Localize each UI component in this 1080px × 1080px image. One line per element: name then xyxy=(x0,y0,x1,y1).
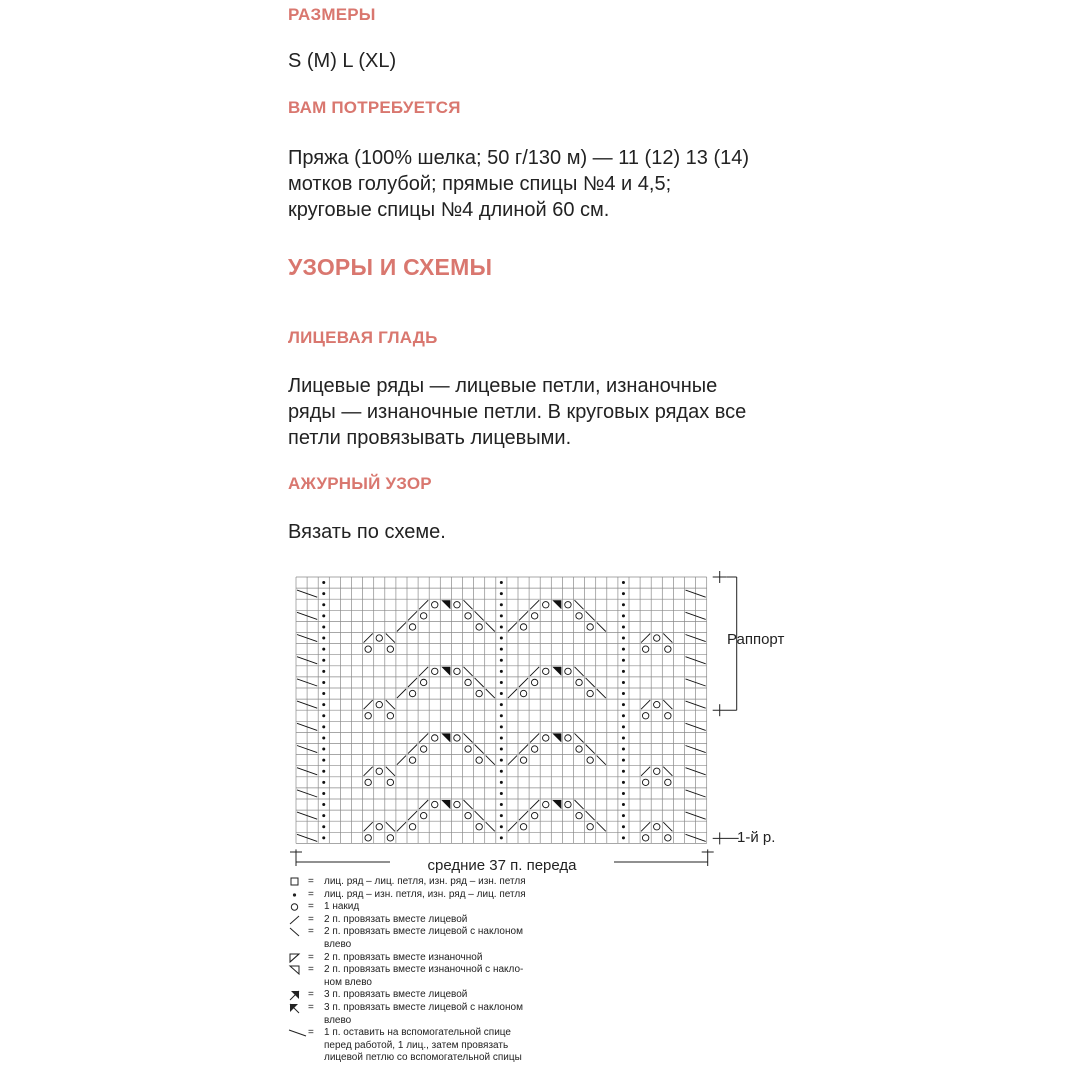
chart-yo xyxy=(476,624,482,630)
chart-k2tog xyxy=(519,678,528,687)
chart-k2tog xyxy=(530,667,539,676)
chart-dot xyxy=(500,681,503,684)
chart-yo xyxy=(476,757,482,763)
legend-text: 2 п. провязать вместе лицевой xyxy=(324,913,468,925)
chart-dot xyxy=(622,581,625,584)
chart-yo xyxy=(576,812,582,818)
triangle-right-icon xyxy=(288,952,308,964)
chart-dot xyxy=(500,670,503,673)
legend-text: 1 накид xyxy=(324,901,360,913)
chart-ssk xyxy=(486,822,495,831)
chart-ssk xyxy=(386,767,395,776)
chart-yo xyxy=(376,824,382,830)
chart-dot xyxy=(322,770,325,773)
chart-k3tog xyxy=(441,800,450,809)
chart-ssk xyxy=(464,800,473,809)
chart-k2tog xyxy=(397,689,406,698)
chart-dot xyxy=(622,659,625,662)
chart-ssk xyxy=(597,756,606,765)
chart-yo xyxy=(409,624,415,630)
chart-dot xyxy=(322,637,325,640)
chart-dot xyxy=(322,759,325,762)
legend-text: лиц. ряд – лиц. петля, изн. ряд – изн. петля xyxy=(324,876,526,887)
chart-dot xyxy=(322,781,325,784)
chart-yo xyxy=(376,701,382,707)
chart-dot xyxy=(500,770,503,773)
chart-yo xyxy=(531,679,537,685)
chart-yo xyxy=(387,779,393,785)
chart-yo xyxy=(465,812,471,818)
chart-k2tog xyxy=(419,800,428,809)
chart-k2tog xyxy=(408,611,417,620)
chart-yo xyxy=(665,835,671,841)
sizes-text: S (M) L (XL) xyxy=(288,50,397,72)
chart-k3tog xyxy=(552,667,561,676)
chart-dot xyxy=(322,614,325,617)
chart-k2tog xyxy=(364,634,373,643)
legend-eq: = xyxy=(308,926,314,938)
chart-yo xyxy=(642,713,648,719)
chart-yo xyxy=(365,779,371,785)
chart-yo xyxy=(409,757,415,763)
chart-dot xyxy=(500,603,503,606)
chart-yo xyxy=(565,668,571,674)
chart-k2tog xyxy=(519,811,528,820)
chart-yo xyxy=(432,668,438,674)
chart-yo xyxy=(587,624,593,630)
chart-ssk xyxy=(597,689,606,698)
chart-yo xyxy=(520,757,526,763)
legend-eq: = xyxy=(308,1001,314,1013)
chart-dot xyxy=(500,648,503,651)
chart-dot xyxy=(622,681,625,684)
chart-dot xyxy=(622,759,625,762)
chart-yo xyxy=(365,713,371,719)
chart-yo xyxy=(454,668,460,674)
chart-dot xyxy=(622,814,625,817)
chart-dot xyxy=(322,714,325,717)
chart-k3tog xyxy=(441,733,450,742)
materials-line: круговые спицы №4 длиной 60 см. xyxy=(288,199,610,221)
legend-eq: = xyxy=(308,913,314,925)
chart-ssk xyxy=(586,611,595,620)
chart-dot xyxy=(622,770,625,773)
chart-yo xyxy=(665,779,671,785)
chart-dot xyxy=(322,825,325,828)
chart-dot xyxy=(500,759,503,762)
chart-dot xyxy=(500,692,503,695)
chart-k2tog xyxy=(508,822,517,831)
chart-yo xyxy=(465,679,471,685)
legend-text: 1 п. оставить на вспомогательной спице перед работой, 1 лиц., затем провязать лицевой петлю со вспомогательной спицы xyxy=(324,1027,522,1064)
chart-ssk xyxy=(475,811,484,820)
triangle-left-icon xyxy=(288,964,308,976)
chart-ssk xyxy=(575,600,584,609)
chart-dot xyxy=(322,603,325,606)
chart-yo xyxy=(365,646,371,652)
legend-eq: = xyxy=(308,876,314,887)
square-icon xyxy=(288,876,308,888)
chart-dot xyxy=(622,736,625,739)
chart-k3tog xyxy=(441,667,450,676)
legend-text: 2 п. провязать вместе изнаночной с накло- ном влево xyxy=(324,964,524,988)
chart-dot xyxy=(500,781,503,784)
chart-dot xyxy=(500,703,503,706)
chart-yo xyxy=(654,824,660,830)
chart-yo xyxy=(543,668,549,674)
chart-yo xyxy=(565,602,571,608)
chart-dot xyxy=(322,648,325,651)
chart-yo xyxy=(565,801,571,807)
chart-k2tog xyxy=(508,756,517,765)
chart-dot xyxy=(622,648,625,651)
chart-dot xyxy=(500,748,503,751)
chart-k2tog xyxy=(641,822,650,831)
chart-k2tog xyxy=(364,822,373,831)
chart-yo xyxy=(432,801,438,807)
stockinette-title: ЛИЦЕВАЯ ГЛАДЬ xyxy=(288,328,438,347)
row1-label: 1-й р. xyxy=(737,829,776,846)
legend-eq: = xyxy=(308,1027,314,1039)
chart-yo xyxy=(576,679,582,685)
chart-yo xyxy=(454,602,460,608)
legend-eq: = xyxy=(308,951,314,963)
chart-yo xyxy=(565,735,571,741)
chart-k2tog xyxy=(641,634,650,643)
chart-k2tog xyxy=(408,678,417,687)
chart-ssk xyxy=(575,800,584,809)
legend-item xyxy=(288,926,628,951)
chart-dot xyxy=(322,692,325,695)
chart-k2tog xyxy=(641,767,650,776)
chart-dot xyxy=(622,825,625,828)
chart-yo xyxy=(587,757,593,763)
chart-yo xyxy=(642,779,648,785)
chart-yo xyxy=(531,746,537,752)
materials-line: мотков голубой; прямые спицы №4 и 4,5; xyxy=(288,173,672,195)
chart-ssk xyxy=(663,822,672,831)
chart-ssk xyxy=(386,822,395,831)
chart-yo xyxy=(454,801,460,807)
chart-dot xyxy=(500,592,503,595)
stockinette-line: Лицевые ряды — лицевые петли, изнаночные xyxy=(288,375,718,397)
chart-k2tog xyxy=(408,745,417,754)
chart-yo xyxy=(654,701,660,707)
chart-ssk xyxy=(386,634,395,643)
chart-dot xyxy=(322,792,325,795)
chart-ssk xyxy=(464,667,473,676)
chart-k2tog xyxy=(419,600,428,609)
chart-dot xyxy=(322,625,325,628)
chart-k2tog xyxy=(364,700,373,709)
chart-k2tog xyxy=(408,811,417,820)
chart-yo xyxy=(432,602,438,608)
chart-dot xyxy=(500,637,503,640)
chart-dot xyxy=(322,836,325,839)
chart-ssk xyxy=(663,634,672,643)
chart-yo xyxy=(587,690,593,696)
chart-ssk xyxy=(486,689,495,698)
chart-dot xyxy=(500,659,503,662)
chart-dot xyxy=(622,614,625,617)
chart-dot xyxy=(622,592,625,595)
chart-yo xyxy=(387,835,393,841)
chart-dot xyxy=(622,603,625,606)
chart-yo xyxy=(376,768,382,774)
chart-ssk xyxy=(586,678,595,687)
chart-ssk xyxy=(475,678,484,687)
chart-ssk xyxy=(586,811,595,820)
chart-yo xyxy=(476,824,482,830)
arrow-left-icon xyxy=(288,1002,308,1014)
chart-dot xyxy=(322,592,325,595)
chart-dot xyxy=(500,625,503,628)
chart-dot xyxy=(500,803,503,806)
chart-dot xyxy=(322,581,325,584)
chart-yo xyxy=(387,713,393,719)
chart-ssk xyxy=(475,745,484,754)
materials-title: ВАМ ПОТРЕБУЕТСЯ xyxy=(288,98,461,117)
chart-k3tog xyxy=(441,600,450,609)
chart-yo xyxy=(409,690,415,696)
chart-k2tog xyxy=(397,822,406,831)
chart-yo xyxy=(465,746,471,752)
slash-right-icon xyxy=(288,914,308,926)
legend xyxy=(288,876,628,1065)
legend-item xyxy=(288,876,628,889)
chart-ssk xyxy=(586,745,595,754)
chart-yo xyxy=(531,812,537,818)
chart-ssk xyxy=(464,600,473,609)
chart-yo xyxy=(654,768,660,774)
chart-yo xyxy=(387,646,393,652)
chart-yo xyxy=(665,713,671,719)
chart-yo xyxy=(420,679,426,685)
chart-dot xyxy=(622,714,625,717)
chart-dot xyxy=(622,725,625,728)
legend-item xyxy=(288,901,628,914)
chart-dot xyxy=(500,825,503,828)
chart-k2tog xyxy=(530,800,539,809)
chart-yo xyxy=(531,613,537,619)
chart-yo xyxy=(454,735,460,741)
chart-dot xyxy=(322,736,325,739)
chart-k2tog xyxy=(419,733,428,742)
chart-k2tog xyxy=(508,689,517,698)
chart-k2tog xyxy=(397,756,406,765)
chart-yo xyxy=(465,613,471,619)
chart-ssk xyxy=(597,622,606,631)
chart-ssk xyxy=(575,733,584,742)
arrow-right-icon xyxy=(288,989,308,1001)
chart-dot xyxy=(322,725,325,728)
chart-dot xyxy=(500,725,503,728)
chart-dot xyxy=(622,781,625,784)
legend-eq: = xyxy=(308,989,314,1001)
chart-yo xyxy=(420,812,426,818)
chart-ssk xyxy=(475,611,484,620)
chart-dot xyxy=(500,736,503,739)
chart-dot xyxy=(622,803,625,806)
chart-ssk xyxy=(386,700,395,709)
chart-dot xyxy=(622,625,625,628)
chart-dot xyxy=(622,637,625,640)
patterns-title: УЗОРЫ И СХЕМЫ xyxy=(288,254,493,280)
chart-k3tog xyxy=(552,800,561,809)
repeat-label: Раппорт xyxy=(727,631,785,648)
chart-dot xyxy=(500,581,503,584)
chart-yo xyxy=(365,835,371,841)
chart-yo xyxy=(376,635,382,641)
chart-yo xyxy=(642,835,648,841)
chart-ssk xyxy=(486,756,495,765)
chart-annotations xyxy=(290,571,739,866)
chart-ssk xyxy=(464,733,473,742)
chart-dot xyxy=(622,692,625,695)
chart-ssk xyxy=(486,622,495,631)
chart-yo xyxy=(420,746,426,752)
chart-k3tog xyxy=(552,600,561,609)
chart-dot xyxy=(322,681,325,684)
chart-yo xyxy=(576,613,582,619)
chart-dot xyxy=(622,670,625,673)
width-label: средние 37 п. переда xyxy=(427,857,577,874)
legend-text: лиц. ряд – изн. петля, изн. ряд – лиц. петля xyxy=(324,888,526,900)
chart-k2tog xyxy=(419,667,428,676)
chart-yo xyxy=(420,613,426,619)
lace-title: АЖУРНЫЙ УЗОР xyxy=(288,474,432,493)
chart-dot xyxy=(622,836,625,839)
chart-yo xyxy=(476,690,482,696)
chart-ssk xyxy=(663,700,672,709)
chart-dot xyxy=(500,814,503,817)
chart-k2tog xyxy=(519,745,528,754)
chart-yo xyxy=(520,624,526,630)
chart-k2tog xyxy=(508,622,517,631)
chart-k2tog xyxy=(530,733,539,742)
chart-k2tog xyxy=(530,600,539,609)
legend-text: 3 п. провязать вместе лицевой xyxy=(324,989,468,1001)
materials-line: Пряжа (100% шелка; 50 г/130 м) — 11 (12) 13 (14) xyxy=(288,147,750,169)
chart-symbols xyxy=(297,581,706,841)
chart-dot xyxy=(622,792,625,795)
stockinette-line: петли провязывать лицевыми. xyxy=(288,427,572,449)
chart-ssk xyxy=(663,767,672,776)
chart-dot xyxy=(500,792,503,795)
chart-yo xyxy=(432,735,438,741)
lace-text: Вязать по схеме. xyxy=(288,521,446,543)
legend-item xyxy=(288,989,628,1002)
chart-dot xyxy=(500,836,503,839)
sizes-title: РАЗМЕРЫ xyxy=(288,5,376,24)
chart-dot xyxy=(622,748,625,751)
chart-k3tog xyxy=(552,733,561,742)
legend-text: 3 п. провязать вместе лицевой с наклоном влево xyxy=(324,1001,523,1026)
legend-text: 2 п. провязать вместе изнаночной xyxy=(324,951,483,963)
legend-eq: = xyxy=(308,888,314,900)
chart-dot xyxy=(322,748,325,751)
stockinette-line: ряды — изнаночные петли. В круговых рядах все xyxy=(288,401,747,423)
legend-item xyxy=(288,964,628,989)
chart-k2tog xyxy=(641,700,650,709)
chart-dot xyxy=(322,670,325,673)
chart-yo xyxy=(409,824,415,830)
chart-yo xyxy=(665,646,671,652)
legend-item xyxy=(288,952,628,965)
slash-left-icon xyxy=(288,926,308,938)
chart-dot xyxy=(500,714,503,717)
chart-dot xyxy=(500,614,503,617)
chart-ssk xyxy=(575,667,584,676)
legend-item xyxy=(288,914,628,927)
legend-item xyxy=(288,1002,628,1027)
chart-dot xyxy=(322,803,325,806)
chart-k2tog xyxy=(397,622,406,631)
chart-yo xyxy=(543,801,549,807)
chart-yo xyxy=(520,690,526,696)
chart-yo xyxy=(520,824,526,830)
chart-dot xyxy=(322,659,325,662)
chart-ssk xyxy=(597,822,606,831)
circle-icon xyxy=(288,901,308,913)
chart-k2tog xyxy=(364,767,373,776)
chart-yo xyxy=(654,635,660,641)
legend-eq: = xyxy=(308,964,314,976)
chart-yo xyxy=(543,735,549,741)
chart-dot xyxy=(322,814,325,817)
legend-eq: = xyxy=(308,901,314,913)
chart-yo xyxy=(543,602,549,608)
legend-item xyxy=(288,1027,628,1065)
dot-icon xyxy=(288,889,308,901)
legend-text: 2 п. провязать вместе лицевой с наклоном влево xyxy=(324,926,523,950)
chart-dot xyxy=(322,703,325,706)
chart-yo xyxy=(576,746,582,752)
legend-item xyxy=(288,889,628,902)
chart-yo xyxy=(642,646,648,652)
chart-yo xyxy=(587,824,593,830)
chart-k2tog xyxy=(519,611,528,620)
chart-dot xyxy=(622,703,625,706)
cable-icon xyxy=(288,1027,308,1039)
